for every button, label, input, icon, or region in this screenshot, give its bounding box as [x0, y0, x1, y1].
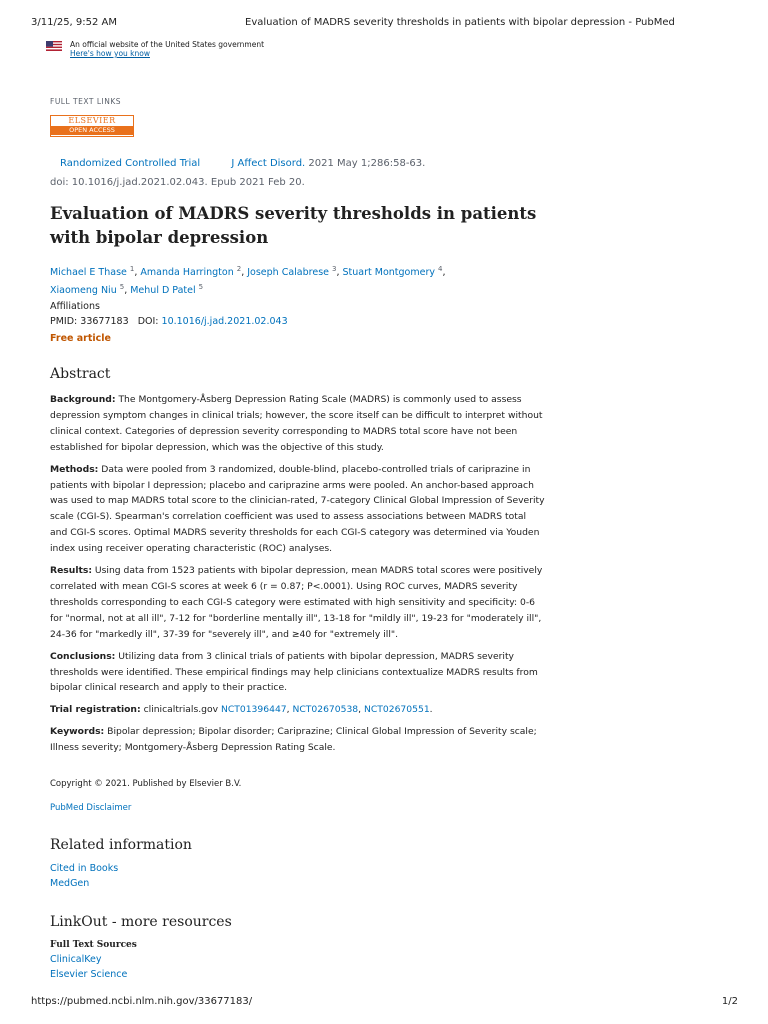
trial-registration-label: Trial registration:	[50, 704, 141, 716]
trial-registry-name: clinicaltrials.gov	[143, 704, 219, 716]
doi-epub-line: doi: 10.1016/j.jad.2021.02.043. Epub 2021 Feb 20.	[50, 177, 305, 188]
publication-date: 2021 May 1;286:58-63.	[308, 158, 426, 169]
journal-link[interactable]: J Affect Disord.	[231, 158, 306, 169]
methods-text: Data were pooled from 3 randomized, double-blind, placebo-controlled trials of cariprazine in patients with bipolar I depression; placebo and cariprazine arms were pooled. An anchor-based approach was used to map MADRS total score to the clinician-rated, 7-category Clinical Global Impression of Severity scale (CGI-S). Spearman's correlation coefficient was used to assess associations between MADRS total and CGI-S scores. Optimal MADRS severity thresholds for each CGI-S category was determined via Youden index using receiver operating characteristic (ROC) analyses.	[50, 463, 545, 555]
copyright-notice: Copyright © 2021. Published by Elsevier B.V.	[50, 779, 242, 789]
background-label: Background:	[50, 394, 116, 405]
article-identifiers	[50, 316, 288, 327]
keywords-label: Keywords:	[50, 726, 105, 738]
related-link-medgen[interactable]: MedGen	[50, 878, 90, 889]
author-list: Michael E Thase $^1$, Amanda Harrington $^2$, Joseph Calabrese $^3$, Stuart Montgomery $^4$, Xiaomeng Niu $^5$, Mehul D Patel $^5$	[50, 265, 446, 296]
print-page-number: 1/2	[721, 996, 738, 1007]
author-link[interactable]: Amanda Harrington	[140, 267, 234, 278]
pmid-label: PMID:	[50, 316, 78, 327]
pmid-value: 33677183	[80, 316, 129, 327]
author-affiliation-number[interactable]: 3	[332, 265, 337, 273]
open-access-text: OPEN ACCESS	[51, 126, 133, 135]
author-link[interactable]: Mehul D Patel	[130, 285, 196, 296]
trial-link[interactable]: NCT02670551	[364, 704, 430, 716]
elsevier-open-access-button[interactable]	[50, 115, 134, 137]
conclusions-label: Conclusions:	[50, 650, 116, 662]
publication-type-link[interactable]: Randomized Controlled Trial	[60, 158, 201, 169]
linkout-heading: LinkOut - more resources	[50, 914, 232, 930]
pubmed-disclaimer-link[interactable]: PubMed Disclaimer	[50, 803, 132, 813]
gov-banner-link[interactable]: Here's how you know	[70, 49, 150, 58]
trial-link[interactable]: NCT02670538	[292, 704, 359, 716]
author-link[interactable]: Xiaomeng Niu	[50, 285, 117, 296]
abstract-body	[50, 392, 545, 762]
results-text: Using data from 1523 patients with bipolar depression, mean MADRS total scores were positively correlated with mean CGI-S scores at week 6 (r = 0.87; P<.0001). Using ROC curves, MADRS severity thresholds corresponding to each CGI-S category were estimated with high sensitivity and specificity: 0-6 for "normal, not at all ill", 7-12 for "borderline mentally ill", 13-18 for "mildly ill", 19-23 for "moderately ill", 24-36 for "markedly ill", 37-39 for "severely ill", and ≥40 for "extremely ill".	[50, 565, 543, 640]
print-url: https://pubmed.ncbi.nlm.nih.gov/33677183/	[31, 996, 253, 1007]
full-text-sources-heading: Full Text Sources	[50, 940, 137, 950]
abstract-methods	[50, 462, 545, 557]
author-link[interactable]: Michael E Thase	[50, 267, 127, 278]
author-link[interactable]: Joseph Calabrese	[247, 267, 329, 278]
print-datetime: 3/11/25, 9:52 AM	[31, 17, 118, 28]
keywords-text: Bipolar depression; Bipolar disorder; Cariprazine; Clinical Global Impression of Severity scale; Illness severity; Montgomery-Åsberg Depression Rating Scale.	[50, 726, 537, 754]
gov-banner-text: An official website of the United States government	[70, 40, 265, 49]
article-title: Evaluation of MADRS severity thresholds in patients with bipolar depression	[50, 204, 537, 247]
related-link-cited-in-books[interactable]: Cited in Books	[50, 863, 119, 874]
trial-link[interactable]: NCT01396447	[220, 704, 287, 716]
abstract-results	[50, 563, 545, 643]
elsevier-logo-text: ELSEVIER	[68, 116, 116, 125]
keywords	[50, 724, 545, 756]
doi-link[interactable]: 10.1016/j.jad.2021.02.043	[161, 316, 288, 327]
free-article-badge: Free article	[50, 333, 111, 344]
methods-label: Methods:	[50, 463, 99, 475]
author-affiliation-number[interactable]: 5	[198, 283, 204, 291]
results-label: Results:	[50, 565, 92, 577]
linkout-link-elsevier-science[interactable]: Elsevier Science	[50, 969, 128, 980]
conclusions-text: Utilizing data from 3 clinical trials of patients with bipolar depression, MADRS severity thresholds were identified. These empirical findings may help clinicians contextualize MADRS results from bipolar clinical research and apply to their practice.	[50, 650, 538, 694]
trial-registration: Trial registration: clinicaltrials.gov NCT01396447, NCT02670538, NCT02670551.	[50, 704, 433, 716]
full-text-links-label: FULL TEXT LINKS	[50, 97, 122, 106]
author-affiliation-number[interactable]: 2	[236, 265, 242, 273]
background-text: The Montgomery-Åsberg Depression Rating Scale (MADRS) is commonly used to assess depression symptom changes in clinical trials; however, the score itself can be difficult to interpret without clinical context. Categories of depression severity corresponding to MADRS total score have not been established for bipolar depression, which was the objective of this study.	[50, 394, 543, 453]
affiliations-toggle[interactable]: Affiliations	[50, 301, 100, 312]
us-flag-icon	[46, 41, 62, 51]
author-affiliation-number[interactable]: 1	[129, 265, 135, 273]
linkout-link-clinicalkey[interactable]: ClinicalKey	[50, 954, 102, 965]
abstract-conclusions	[50, 649, 545, 697]
doi-label: DOI:	[137, 316, 159, 327]
related-information-heading: Related information	[50, 837, 192, 853]
abstract-heading: Abstract	[50, 366, 111, 382]
print-page-title: Evaluation of MADRS severity thresholds in patients with bipolar depression - PubMed	[245, 17, 675, 28]
author-affiliation-number[interactable]: 4	[438, 265, 443, 273]
abstract-background	[50, 392, 545, 456]
author-link[interactable]: Stuart Montgomery	[342, 267, 435, 278]
article-meta	[60, 158, 425, 169]
author-affiliation-number[interactable]: 5	[119, 283, 125, 291]
